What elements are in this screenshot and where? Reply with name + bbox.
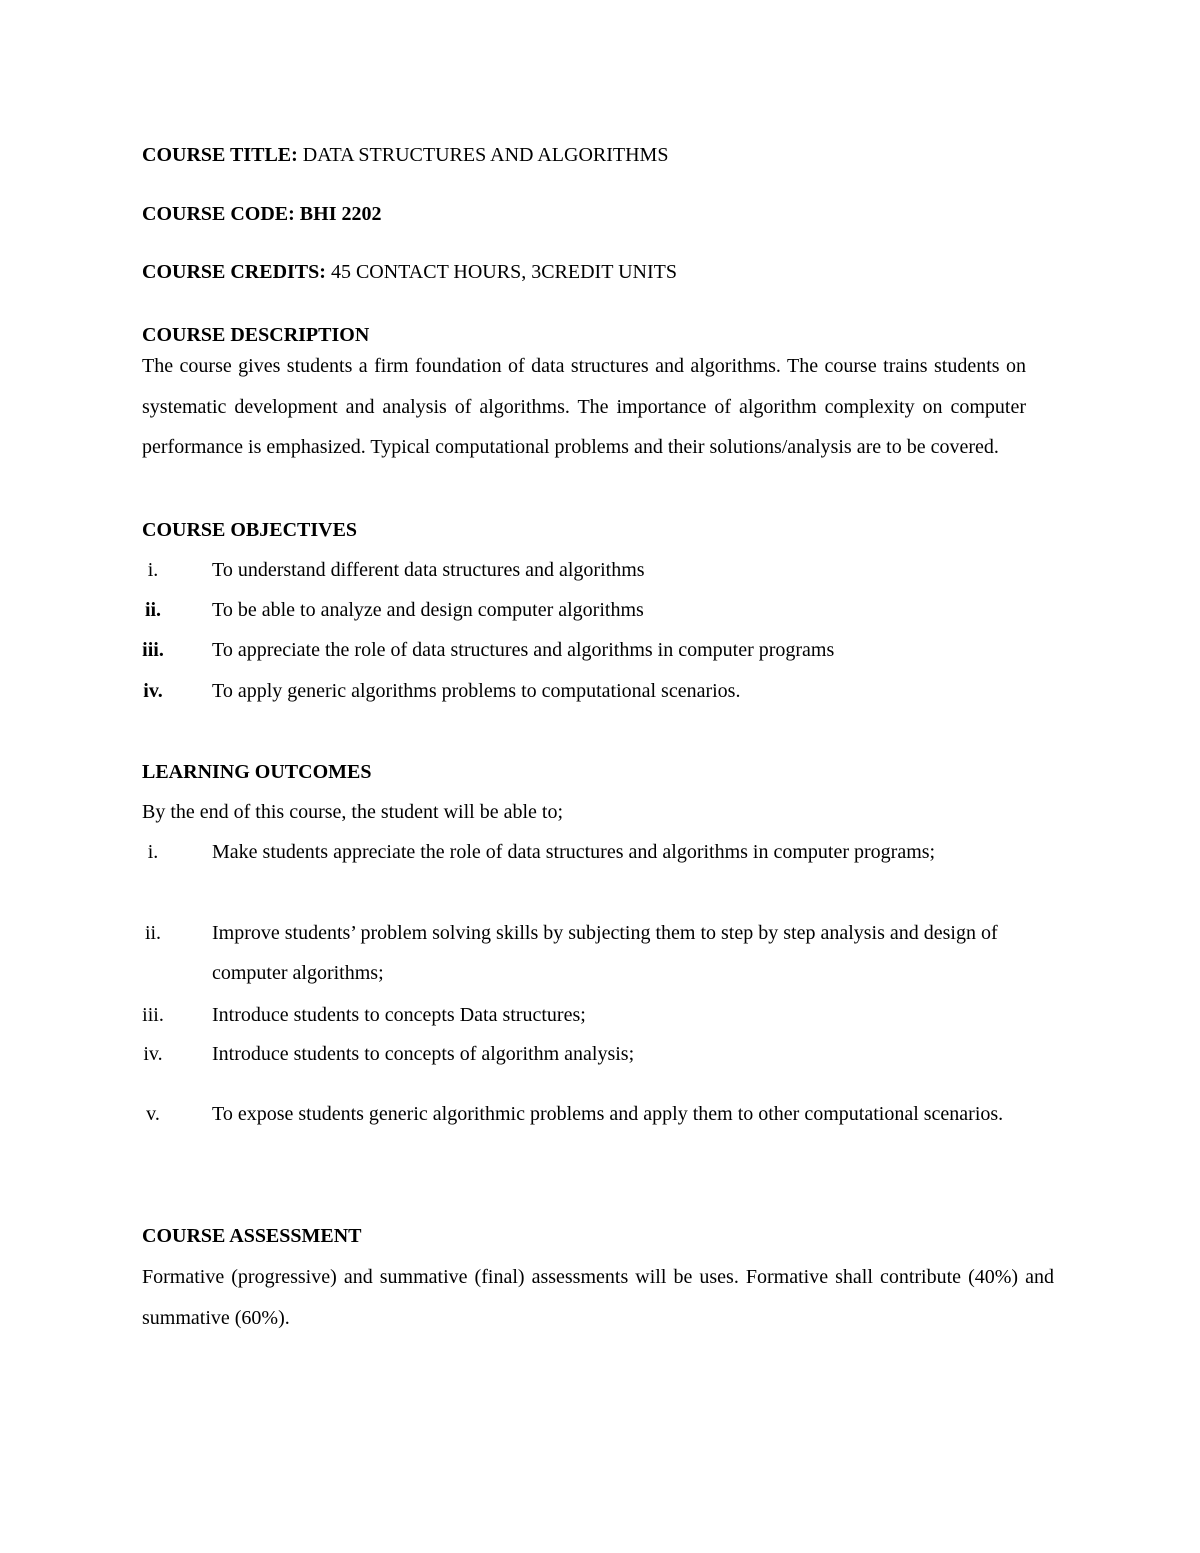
outcome-number: i.	[147, 841, 159, 863]
description-text: The course gives students a firm foundation of data structures and algorithms. The course trains students on systematic development and analysis of algorithms. The importance of algorithm complexity on computer performance is emphasized. Typical computational problems and their solutions/analysis are to be covered.	[142, 355, 1026, 458]
objective-number: i.	[147, 559, 159, 581]
outcome-number: ii.	[144, 922, 162, 944]
objective-item	[0, 676, 1200, 706]
outcome-item	[0, 832, 1200, 922]
outcomes-intro: By the end of this course, the student will be able to;	[142, 801, 564, 823]
course-credits-line	[142, 260, 677, 284]
outcome-text: Improve students’ problem solving skills by subjecting them to step by step analysis and design of computer algorithms;	[212, 922, 998, 984]
objective-number: ii.	[144, 599, 162, 621]
outcome-text: Introduce students to concepts Data structures;	[212, 1004, 586, 1026]
outcome-item	[0, 1094, 1200, 1184]
course-title-label: COURSE TITLE:	[142, 144, 298, 166]
outcome-item	[0, 913, 1200, 1003]
objective-text: To appreciate the role of data structures and algorithms in computer programs	[212, 639, 835, 661]
assessment-heading: COURSE ASSESSMENT	[142, 1225, 362, 1247]
course-code-line: COURSE CODE: BHI 2202	[142, 203, 382, 225]
course-credits-label: COURSE CREDITS:	[142, 261, 326, 283]
outcome-text: Make students appreciate the role of data structures and algorithms in computer programs;	[212, 841, 936, 863]
outcome-text: Introduce students to concepts of algorithm analysis;	[212, 1043, 635, 1065]
objectives-heading: COURSE OBJECTIVES	[142, 519, 358, 541]
course-credits-value: 45 CONTACT HOURS, 3CREDIT UNITS	[325, 261, 677, 283]
objective-item	[0, 595, 1200, 625]
course-title-line	[142, 143, 668, 167]
objective-item	[0, 635, 1200, 665]
outcomes-heading: LEARNING OUTCOMES	[142, 761, 372, 783]
course-title-value: DATA STRUCTURES AND ALGORITHMS	[297, 144, 669, 166]
outcome-item	[0, 1039, 1200, 1069]
outcome-number: iv.	[143, 1043, 163, 1065]
outcome-item	[0, 1000, 1200, 1030]
objective-number: iv.	[143, 680, 163, 702]
assessment-text: Formative (progressive) and summative (final) assessments will be uses. Formative shall contribute (40%) and summative (60%).	[142, 1266, 1054, 1329]
objective-number: iii.	[142, 639, 164, 661]
outcome-number: iii.	[142, 1004, 164, 1026]
outcome-number: v.	[146, 1103, 160, 1125]
outcome-text: To expose students generic algorithmic problems and apply them to other computational scenarios.	[212, 1103, 1004, 1125]
objective-item	[0, 555, 1200, 585]
objective-text: To apply generic algorithms problems to computational scenarios.	[212, 680, 741, 702]
description-heading: COURSE DESCRIPTION	[142, 324, 370, 346]
objective-text: To be able to analyze and design computer algorithms	[212, 599, 644, 621]
objective-text: To understand different data structures and algorithms	[212, 559, 645, 581]
